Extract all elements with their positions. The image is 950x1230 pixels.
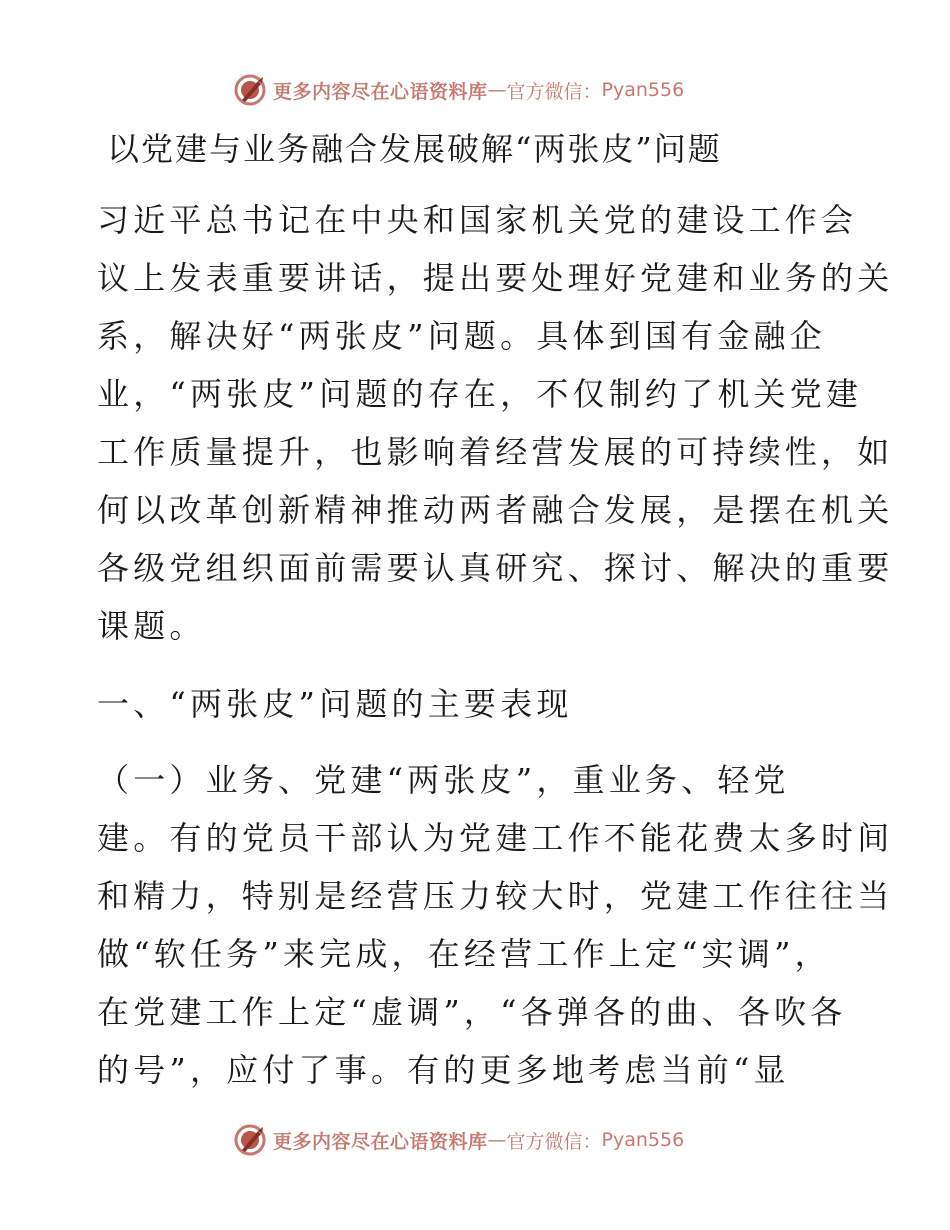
text-line: 工作质量提升，也影响着经营发展的可持续性，如	[97, 433, 894, 471]
text-line: 在党建工作上定“虚调”，“各弹各的曲、各吹各	[97, 993, 847, 1031]
text-line: 的号”，应付了事。有的更多地考虑当前“显	[97, 1051, 790, 1089]
footer-watermark	[233, 1122, 684, 1158]
watermark-separator: —	[487, 79, 507, 101]
document-title: 以党建与业务融合发展破解“两张皮”问题	[107, 130, 722, 168]
watermark-wechat-label: 官方微信：	[506, 80, 602, 103]
quill-pen-logo-icon	[233, 1123, 267, 1157]
section-heading: 一、“两张皮”问题的主要表现	[97, 685, 573, 723]
watermark-site-text: 更多内容尽在心语资料库	[273, 1130, 488, 1153]
text-line: 习近平总书记在中央和国家机关党的建设工作会	[97, 201, 858, 239]
text-line: 议上发表重要讲话，提出要处理好党建和业务的关	[97, 259, 894, 297]
text-line: 业，“两张皮”问题的存在，不仅制约了机关党建	[97, 375, 863, 413]
header-watermark	[233, 72, 684, 108]
text-line: 各级党组织面前需要认真研究、探讨、解决的重要	[97, 549, 894, 587]
text-line: 系，解决好“两张皮”问题。具体到国有金融企	[97, 317, 826, 355]
text-line: 和精力，特别是经营压力较大时，党建工作往往当	[97, 877, 894, 915]
watermark-wechat-id: Pyan556	[601, 1129, 685, 1151]
text-line: 做“软任务”来完成，在经营工作上定“实调”，	[97, 935, 831, 973]
quill-pen-logo-icon	[233, 73, 267, 107]
watermark-site-text: 更多内容尽在心语资料库	[273, 80, 488, 103]
watermark-separator: —	[487, 1129, 507, 1151]
text-line: 建。有的党员干部认为党建工作不能花费太多时间	[97, 819, 894, 857]
text-line: （一）业务、党建“两张皮”，重业务、轻党	[97, 761, 790, 799]
watermark-wechat-label: 官方微信：	[506, 1130, 602, 1153]
text-line: 课题。	[97, 607, 206, 645]
watermark-wechat-id: Pyan556	[601, 79, 685, 101]
text-line: 何以改革创新精神推动两者融合发展，是摆在机关	[97, 491, 894, 529]
